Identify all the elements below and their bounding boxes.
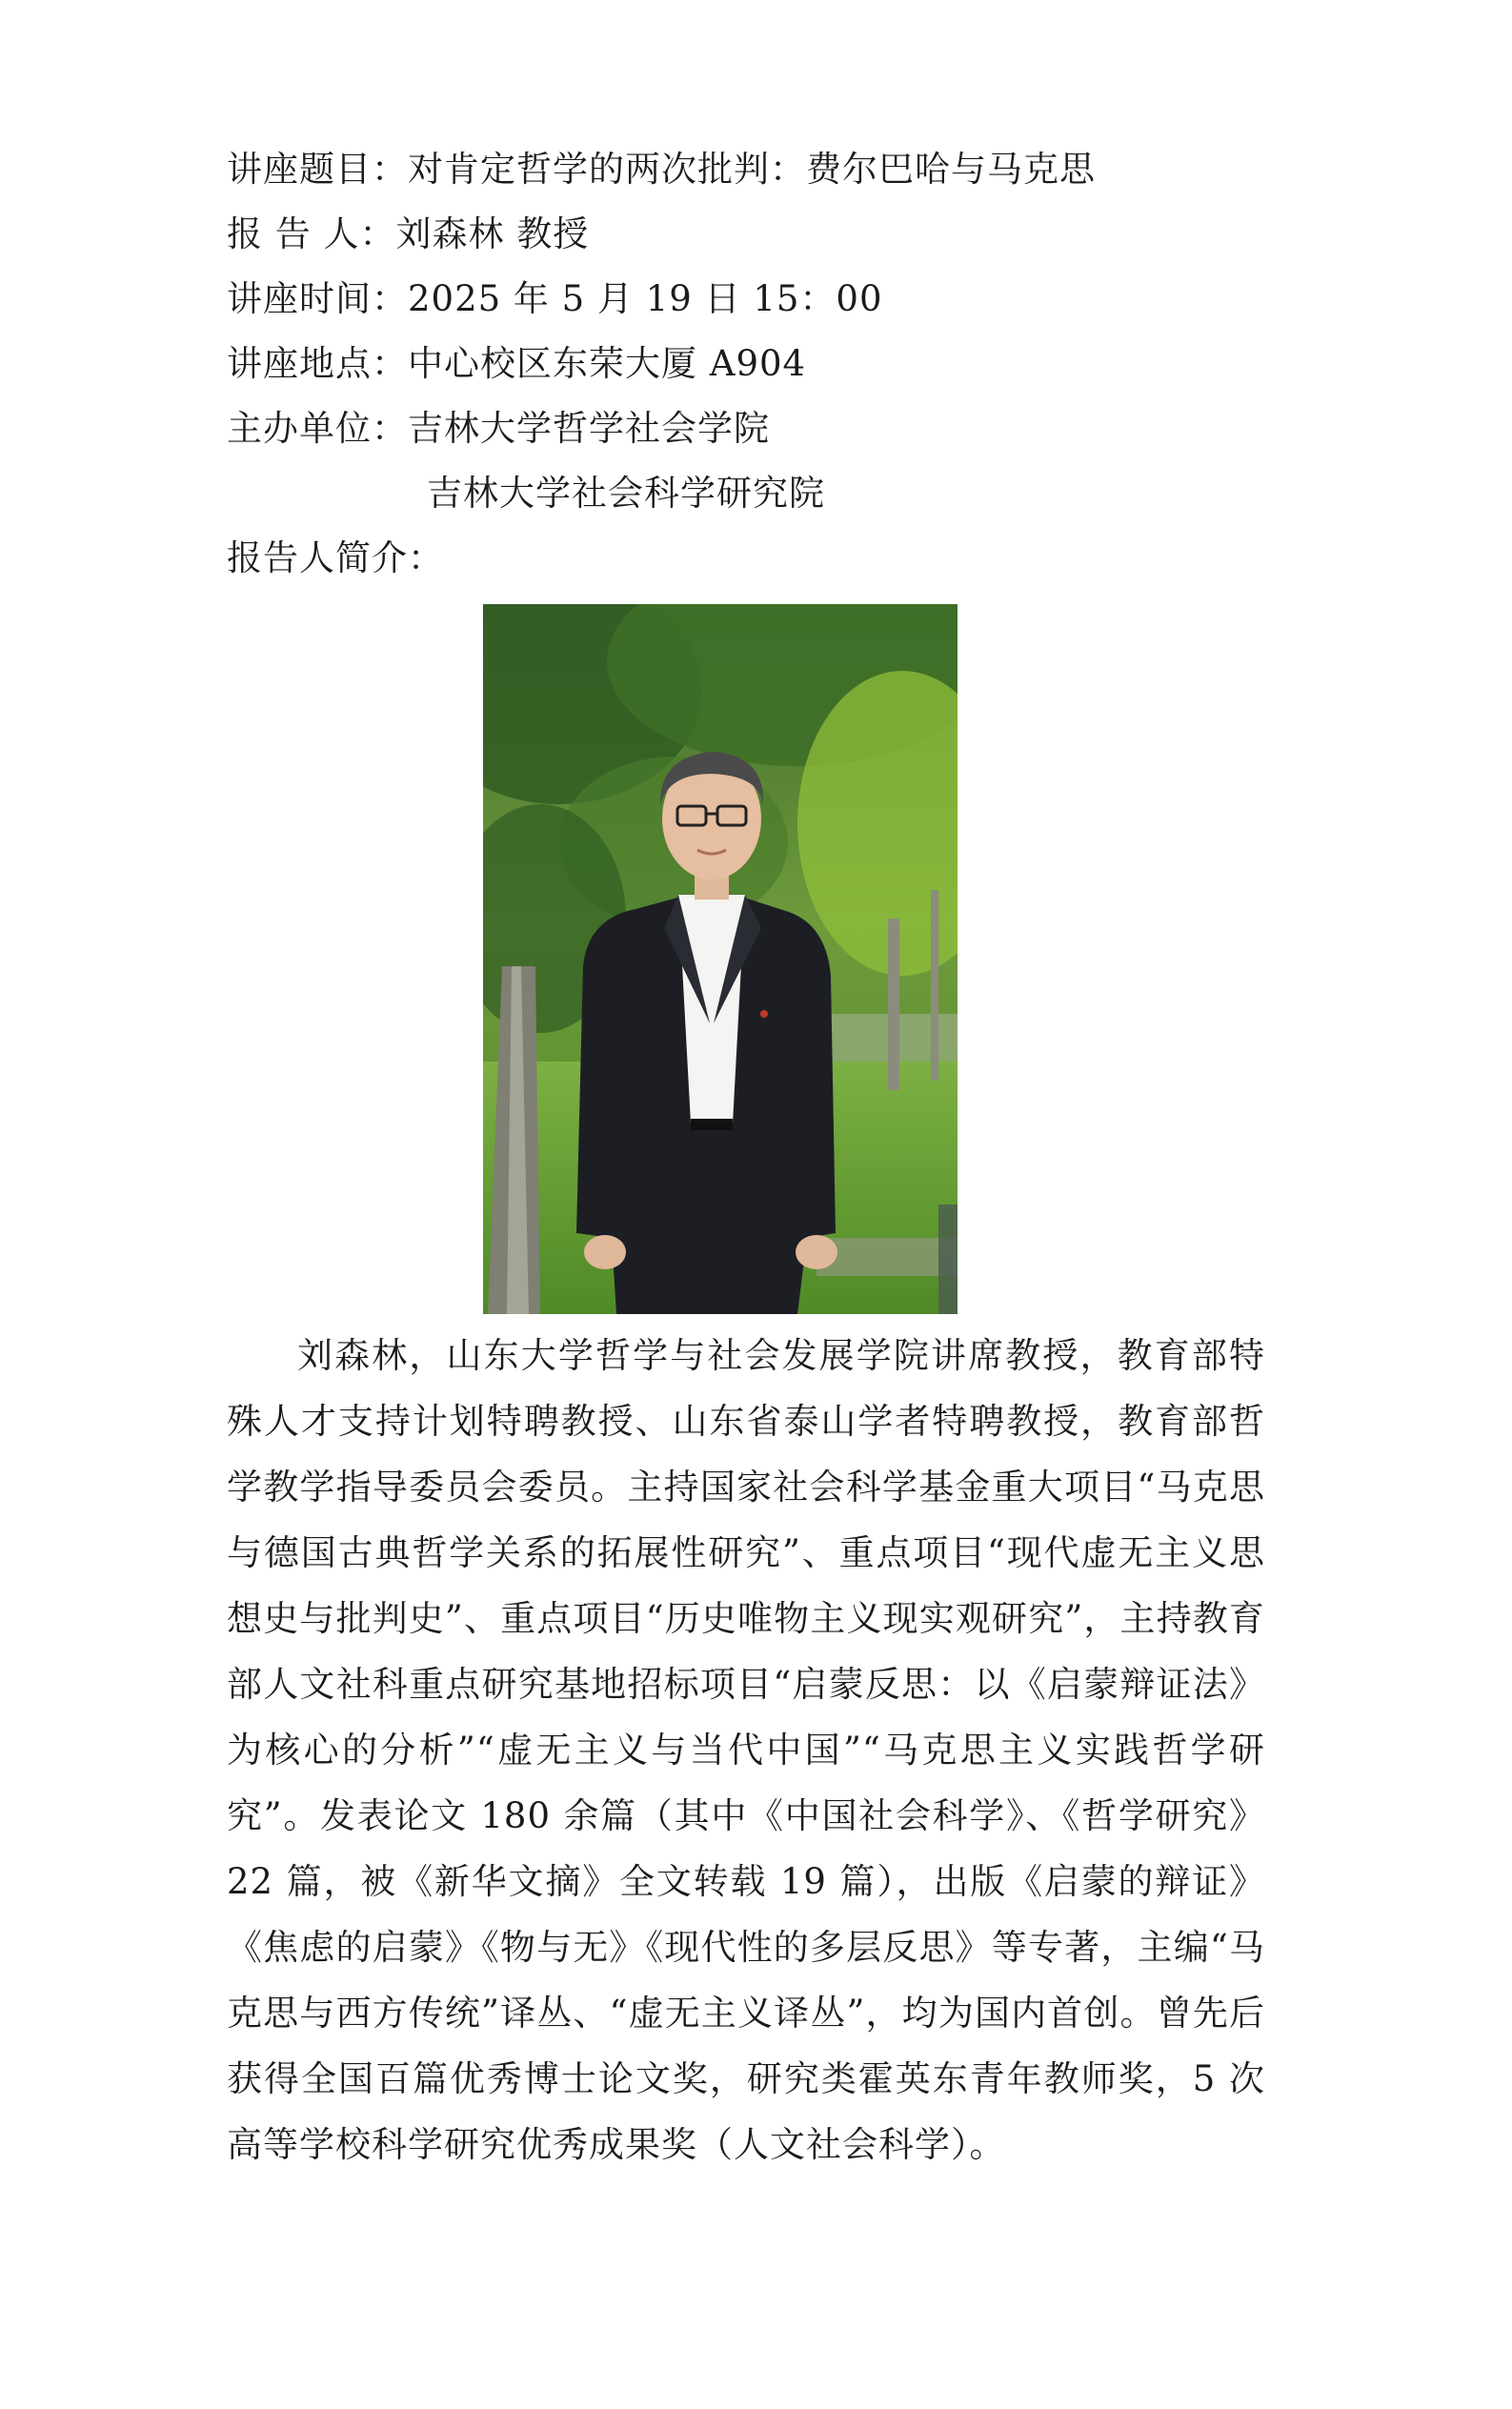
speaker-photo	[483, 604, 958, 1314]
host-line-1: 主办单位：吉林大学哲学社会学院	[227, 408, 770, 449]
place-line: 讲座地点：中心校区东荣大厦 A904	[227, 343, 807, 384]
bio-heading: 报告人简介：	[227, 537, 444, 578]
host-line-2: 吉林大学社会科学研究院	[427, 473, 825, 514]
lecture-title: 讲座题目：对肯定哲学的两次批判：费尔巴哈与马克思	[227, 149, 1096, 190]
speaker-bio-paragraph: 刘森林，山东大学哲学与社会发展学院讲席教授，教育部特殊人才支持计划特聘教授、山东省泰山学者特聘教授，教育部哲学教学指导委员会委员。主持国家社会科学基金重大项目“马克思与德国古典哲学关系的拓展性研究”、重点项目“现代虚无主义思想史与批判史”、重点项目“历史唯物主义现实观研究”，主持教育部人文社科重点研究基地招标项目“启蒙反思：以《启蒙辩证法》为核心的分析”“虚无主义与当代中国”“马克思主义实践哲学研究”。发表论文 180 余篇（其中《中国社会科学》、《哲学研究》22 篇，被《新华文摘》全文转载 19 篇），出版《启蒙的辩证》《焦虑的启蒙》《物与无》《现代性的多层反思》等专著，主编“马克思与西方传统”译丛、“虚无主义译丛”，均为国内首创。曾先后获得全国百篇优秀博士论文奖，研究类霍英东青年教师奖，5 次高等学校科学研究优秀成果奖（人文社会科学）。	[227, 1335, 1265, 2165]
speaker-line: 报 告 人：刘森林 教授	[227, 213, 590, 254]
time-line: 讲座时间：2025 年 5 月 19 日 15：00	[227, 278, 883, 319]
